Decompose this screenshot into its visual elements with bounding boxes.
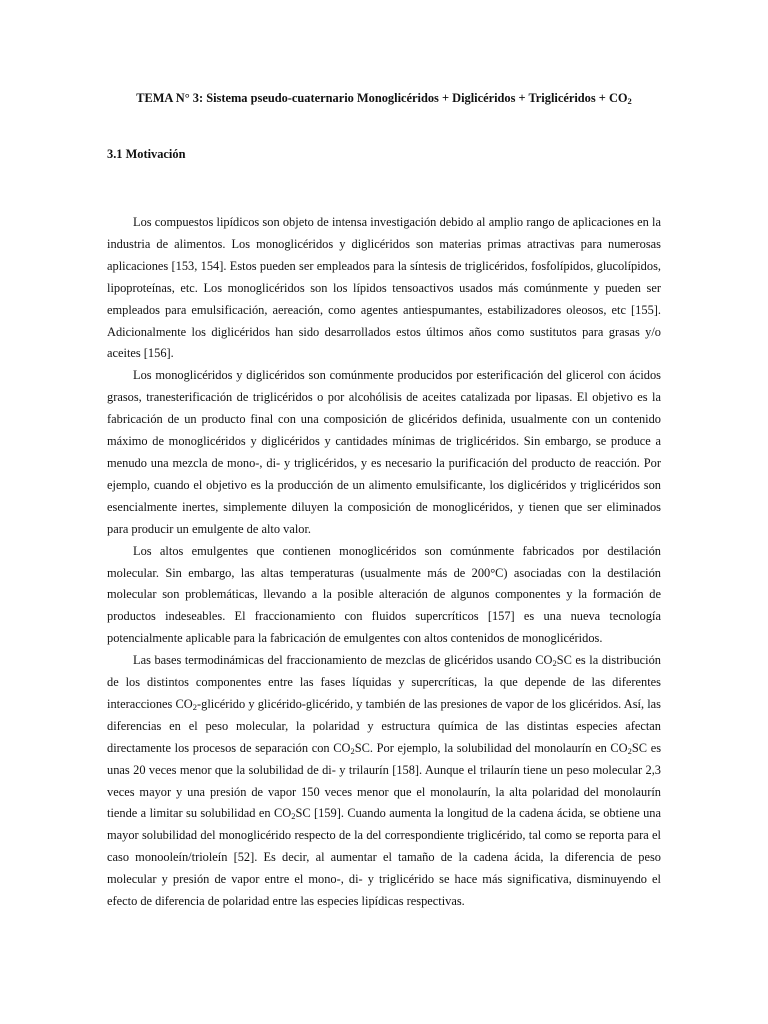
chemical-subscript: 2 xyxy=(350,745,355,756)
body-paragraph xyxy=(107,365,661,540)
chemical-subscript: 2 xyxy=(192,701,198,712)
paragraph-text-run: SC es unas 20 veces menor que la solubilidad de di- y trilaurín [158]. Aunque el trilaurín tiene un peso molecular 2,3 veces mayor y una presión de vapor 150 veces menor que el monolaurín, la alta polaridad del monolaurín tiende a limitar su solubilidad en CO xyxy=(107,740,662,821)
paragraph-text-run: Los monoglicéridos y diglicéridos son comúnmente producidos por esterificación del glicerol con ácidos grasos, tranesterificación de triglicéridos o por alcohólisis de aceites catalizada por lipasas. El objetivo es la fabricación de un producto final con una composición de glicéridos definida, usualmente con un contenido máximo de monoglicéridos y diglicéridos y cantidades mínimas de triglicéridos. Sin embargo, se produce a menudo una mezcla de mono-, di- y triglicéridos, y es necesario la purificación del producto de reacción. Por ejemplo, cuando el objetivo es la producción de un alimento emulsificante, los diglicéridos y triglicéridos son esencialmente inertes, simplemente diluyen la composición de monoglicéridos, y tienen que ser eliminados para producir un emulgente de alto valor. xyxy=(107,368,661,536)
body-paragraph xyxy=(107,541,661,651)
section-heading: 3.1 Motivación xyxy=(107,147,186,161)
title-text: TEMA N° 3: Sistema pseudo-cuaternario Monoglicéridos + Diglicéridos + Triglicéridos + CO xyxy=(136,91,628,105)
body-paragraph xyxy=(107,212,661,365)
paragraph-text-run: Las bases termodinámicas del fraccionamiento de mezclas de glicéridos usando CO xyxy=(133,653,553,668)
chemical-subscript: 2 xyxy=(627,745,632,756)
chemical-subscript: 2 xyxy=(291,811,296,822)
body-paragraph xyxy=(107,650,661,913)
chemical-subscript: 2 xyxy=(552,658,557,669)
page-title xyxy=(107,88,661,108)
paragraph-text-run: SC. Por ejemplo, la solubilidad del monolaurín en CO xyxy=(354,740,628,755)
paragraph-text-run: SC [159]. Cuando aumenta la longitud de la cadena ácida, se obtiene una mayor solubilidad del monoglicérido respecto de la del correspondiente triglicérido, tal como se reporta para el caso monooleín/trioleín [52]. Es decir, al aumentar el tamaño de la cadena ácida, la diferencia de peso molecular y presión de vapor entre el mono-, di- y triglicérido se hace más significativa, disminuyendo el efecto de diferencia de polaridad entre las especies lipídicas respectivas. xyxy=(107,806,661,909)
title-subscript: 2 xyxy=(627,96,632,106)
body-text xyxy=(107,212,661,913)
paragraph-text-run: Los compuestos lipídicos son objeto de intensa investigación debido al amplio rango de aplicaciones en la industria de alimentos. Los monoglicéridos y diglicéridos son materias primas atractivas para numerosas aplicaciones [153, 154]. Estos pueden ser empleados para la síntesis de triglicéridos, fosfolípidos, glucolípidos, lipoproteínas, etc. Los monoglicéridos son los lípidos tensoactivos usados más comúnmente y pueden ser empleados para emulsificación, aereación, como agentes antiespumantes, estabilizadores oleosos, etc [155]. Adicionalmente los diglicéridos han sido desarrollados estos últimos años como sustitutos para grasas y/o aceites [156]. xyxy=(107,215,661,361)
paragraph-text-run: SC es la distribución de los distintos componentes entre las fases líquidas y supercríticas, la que depende de las diferentes interacciones CO xyxy=(107,653,661,711)
paragraph-text-run: Los altos emulgentes que contienen monoglicéridos son comúnmente fabricados por destilación molecular. Sin embargo, las altas temperaturas (usualmente más de 200°C) asociadas con la destilación molecular son problemáticas, llevando a la posible alteración de algunos componentes y la formación de productos indeseables. El fraccionamiento con fluidos supercríticos [157] es una nueva tecnología potencialmente aplicable para la fabricación de emulgentes con altos contenidos de monoglicéridos. xyxy=(107,543,661,646)
paragraph-text-run: -glicérido y glicérido-glicérido, y también de las presiones de vapor de los glicéridos. Así, las diferencias en el peso molecular, la polaridad y estructura química de las distintas especies afectan directamente los procesos de separación con CO xyxy=(107,696,661,755)
